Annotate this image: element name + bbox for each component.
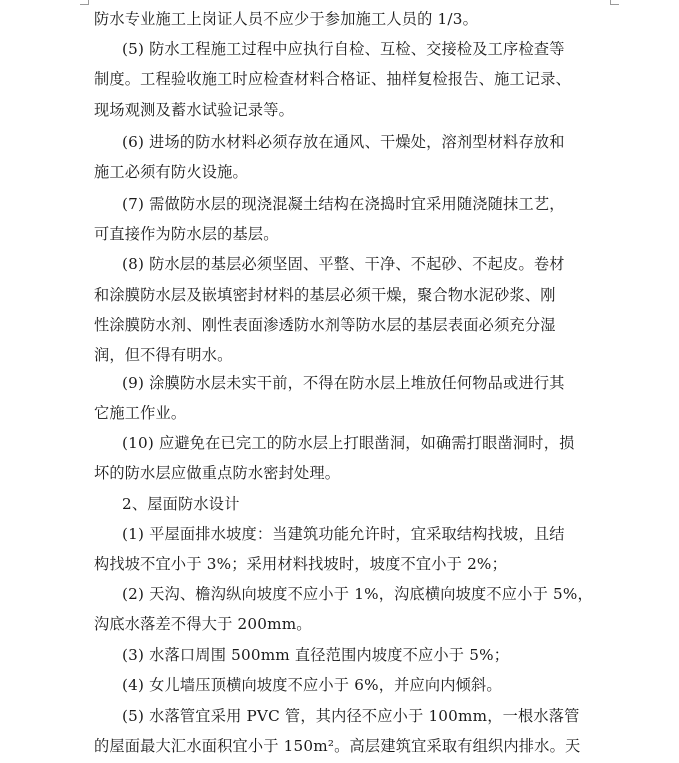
- text-line: (8) 防水层的基层必须坚固、平整、干净、不起砂、不起皮。卷材: [122, 255, 565, 273]
- text-line: (6) 进场的防水材料必须存放在通风、干燥处，溶剂型材料存放和: [122, 133, 565, 151]
- text-line: 坏的防水层应做重点防水密封处理。: [94, 464, 341, 482]
- text-line: 性涂膜防水剂、刚性表面渗透防水剂等防水层的基层表面必须充分湿: [94, 316, 556, 334]
- text-line: (3) 水落口周围 500mm 直径范围内坡度不应小于 5%；: [122, 646, 510, 664]
- text-line: 的屋面最大汇水面积宜小于 150m²。高层建筑宜采取有组织内排水。天: [94, 737, 581, 755]
- text-line: 施工必须有防火设施。: [94, 163, 248, 181]
- text-line: (9) 涂膜防水层未实干前，不得在防水层上堆放任何物品或进行其: [122, 374, 565, 392]
- text-line: 和涂膜防水层及嵌填密封材料的基层必须干燥，聚合物水泥砂浆、刚: [94, 286, 556, 304]
- page-corner-mark-right: [610, 0, 619, 5]
- text-line: (5) 防水工程施工过程中应执行自检、互检、交接检及工序检查等: [122, 40, 565, 58]
- text-line: (5) 水落管宜采用 PVC 管，其内径不应小于 100mm，一根水落管: [122, 707, 580, 725]
- text-line: 防水专业施工上岗证人员不应少于参加施工人员的 1/3。: [94, 10, 478, 28]
- text-line: 现场观测及蓄水试验记录等。: [94, 101, 295, 119]
- text-line: (7) 需做防水层的现浇混凝土结构在浇捣时宜采用随浇随抹工艺，: [122, 195, 565, 213]
- text-line: 制度。工程验收施工时应检查材料合格证、抽样复检报告、施工记录、: [94, 70, 572, 88]
- text-line: (10) 应避免在已完工的防水层上打眼凿洞，如确需打眼凿洞时，损: [122, 434, 575, 452]
- text-line: 它施工作业。: [94, 404, 187, 422]
- text-line: (1) 平屋面排水坡度：当建筑功能允许时，宜采取结构找坡，且结: [122, 525, 565, 543]
- section-heading: 2、屋面防水设计: [122, 495, 240, 513]
- text-line: 沟底水落差不得大于 200mm。: [94, 615, 312, 633]
- text-line: (4) 女儿墙压顶横向坡度不应小于 6%，并应向内倾斜。: [122, 676, 502, 694]
- text-line: 可直接作为防水层的基层。: [94, 225, 279, 243]
- page-corner-mark-left: [80, 0, 89, 5]
- text-line: 润，但不得有明水。: [94, 346, 233, 364]
- text-line: (2) 天沟、檐沟纵向坡度不应小于 1%，沟底横向坡度不应小于 5%，: [122, 585, 593, 603]
- text-line: 构找坡不宜小于 3%；采用材料找坡时，坡度不宜小于 2%；: [94, 555, 507, 573]
